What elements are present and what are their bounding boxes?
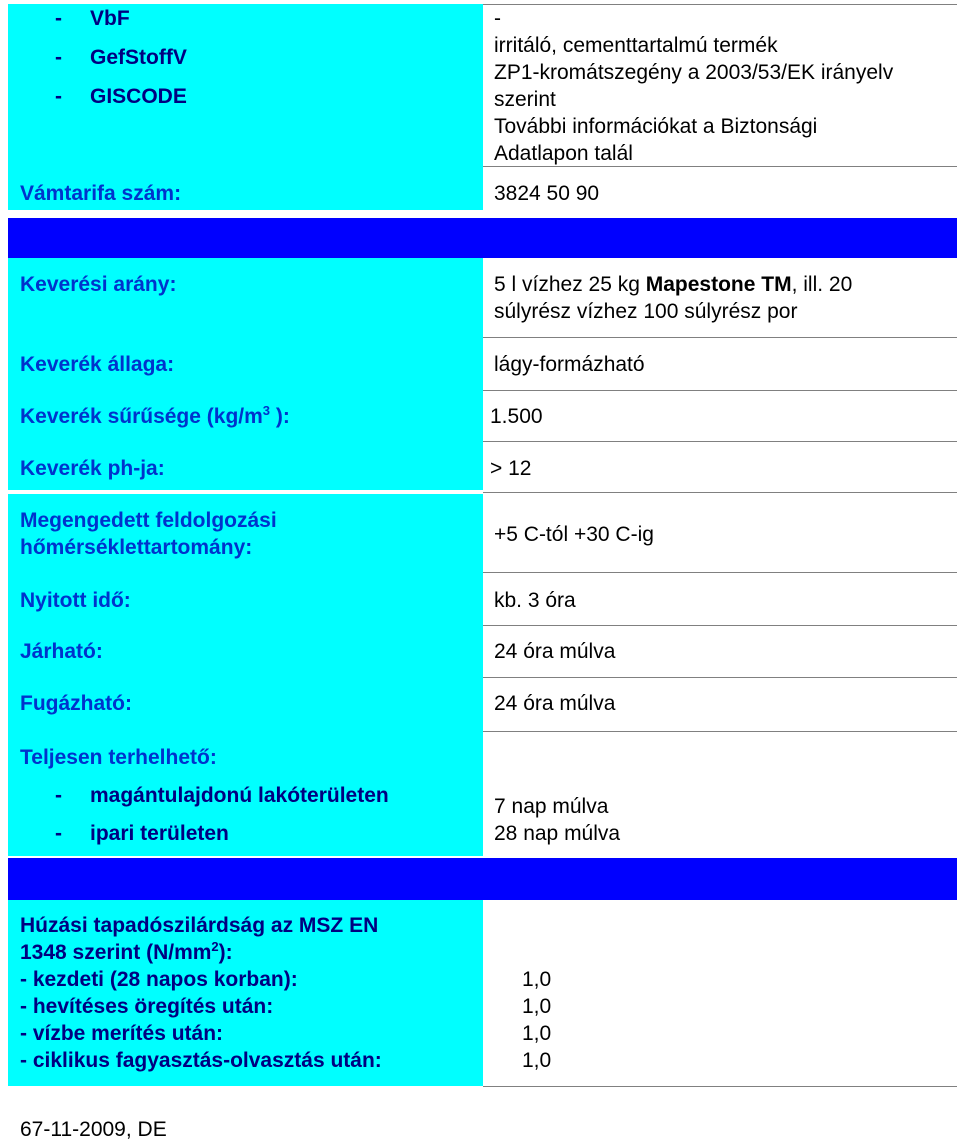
density-label: Keverék sűrűsége ($kg/m^3$ ):	[20, 403, 290, 428]
ph-label: Keverék ph-ja:	[20, 457, 165, 480]
temp-range-label-line1: Megengedett feldolgozási	[20, 509, 277, 532]
separator	[483, 1086, 957, 1087]
gefstoffv-value-line: ZP1-kromátszegény a 2003/53/EK irányelv	[494, 61, 894, 84]
product-name: Mapestone TM	[645, 273, 792, 296]
adhesion-label-line1: Húzási tapadószilárdság az MSZ EN	[20, 914, 379, 937]
adhesion-item-label: - hevítéses öregítés után:	[20, 995, 274, 1018]
open-time-value: kb. 3 óra	[494, 589, 576, 612]
mixing-ratio-value-line2: súlyrész vízhez 100 súlyrész por	[494, 300, 798, 323]
groutable-label: Fugázható:	[20, 692, 132, 715]
separator	[483, 572, 957, 573]
performance-data-header: VÉGSŐ TELJESÍTMÉNYADATOK	[20, 868, 340, 891]
open-time-label: Nyitott idő:	[20, 589, 131, 612]
giscode-value-line: Adatlapon talál	[494, 142, 633, 165]
separator	[483, 731, 957, 732]
dash: -	[55, 822, 62, 845]
separator	[483, 625, 957, 626]
giscode-label: GISCODE	[90, 85, 187, 108]
walkable-label: Járható:	[20, 640, 103, 663]
vbf-label: VbF	[90, 7, 130, 30]
ph-value: > 12	[490, 457, 532, 480]
consistency-value: lágy-formázható	[494, 353, 645, 376]
temp-range-label-line2: hőmérséklettartomány:	[20, 536, 253, 559]
walkable-value: 24 óra múlva	[494, 640, 616, 663]
dash: -	[55, 784, 62, 807]
temp-range-value: +5 C-tól +30 C-ig	[494, 523, 654, 546]
adhesion-label-line2: 1348 szerint $(N/mm^2)$:	[20, 939, 233, 964]
separator	[483, 492, 957, 493]
gefstoffv-value-line: irritáló, cementtartalmú termék	[494, 34, 778, 57]
separator	[483, 441, 957, 442]
mixing-ratio-label: Keverési arány:	[20, 273, 177, 296]
application-data-header: ALKALMAZÁSI ADATOK (+23 C-on 50% relatív páratartalom mellett)	[20, 228, 662, 251]
adhesion-item-value: 1,0	[522, 995, 552, 1018]
density-value: 1.500	[490, 405, 543, 428]
residential-value: 7 nap múlva	[494, 795, 609, 818]
consistency-label: Keverék állaga:	[20, 353, 175, 376]
dash: -	[55, 85, 62, 108]
groutable-value: 24 óra múlva	[494, 692, 616, 715]
separator	[483, 390, 957, 391]
document-footer-code: 67-11-2009, DE	[20, 1118, 167, 1141]
adhesion-item-label: - kezdeti (28 napos korban):	[20, 968, 298, 991]
vbf-value: -	[494, 7, 501, 30]
gefstoffv-value-line: szerint	[494, 88, 556, 111]
adhesion-item-label: - ciklikus fagyasztás-olvasztás után:	[20, 1049, 382, 1072]
residential-label: magántulajdonú lakóterületen	[90, 784, 389, 807]
customs-number-value: 3824 50 90	[494, 182, 600, 205]
separator	[483, 677, 957, 678]
gefstoffv-label: GefStoffV	[90, 46, 187, 69]
full-load-label: Teljesen terhelhető:	[20, 746, 217, 769]
giscode-value-line: További információkat a Biztonsági	[494, 115, 818, 138]
separator	[483, 4, 957, 5]
adhesion-item-value: 1,0	[522, 1049, 552, 1072]
dash: -	[55, 46, 62, 69]
customs-number-label: Vámtarifa szám:	[20, 182, 182, 205]
industrial-label: ipari területen	[90, 822, 229, 845]
adhesion-item-value: 1,0	[522, 1022, 552, 1045]
separator	[483, 337, 957, 338]
industrial-value: 28 nap múlva	[494, 822, 621, 845]
mixing-ratio-value: 5 l vízhez 25 kg Mapestone TM, ill. 20	[494, 273, 853, 296]
dash: -	[55, 7, 62, 30]
adhesion-item-value: 1,0	[522, 968, 552, 991]
adhesion-item-label: - vízbe merítés után:	[20, 1022, 224, 1045]
